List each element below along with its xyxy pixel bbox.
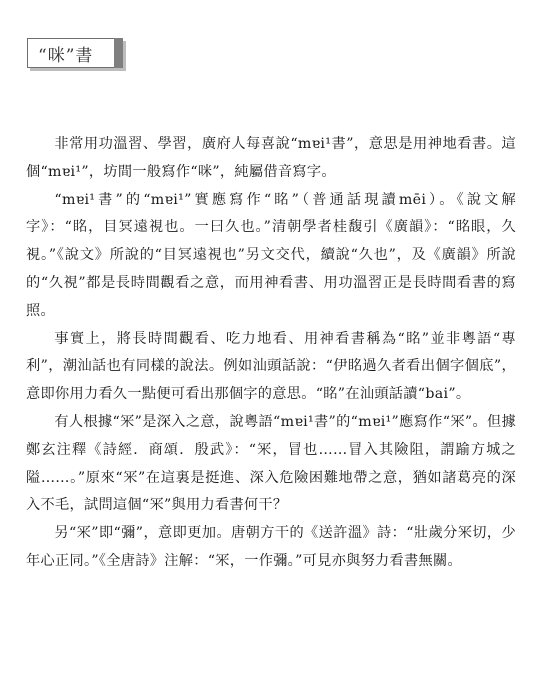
- paragraph-3: 事實上，將長時間觀看、吃力地看、用神看書稱為“眳”並非粵語“專利”，潮汕話也有同樣的說法。例如汕頭話說：“伊眳過久者看出個字個底”，意即你用力看久一點便可看出那個字的意思。“眳”在汕頭話讀“bai”。: [26, 330, 516, 403]
- article-body: [26, 131, 516, 576]
- paragraph-5: 另“冞”即“彌”，意即更加。唐朝方干的《送許溫》詩：“壯歲分冞切，少年心正同。”《全唐詩》注解：“冞，一作彌。”可見亦與努力看書無關。: [26, 525, 516, 569]
- paragraph-4: 有人根據“冞”是深入之意，說粵語“mɐi¹書”的“mɐi¹”應寫作“冞”。但據鄭玄注釋《詩經．商頌．殷武》：“冞，冒也……冒入其險阻，謂踰方城之隘……。”原來“冞”在這裏是挺進、深入危險困難地帶之意，猶如諸葛亮的深入不毛，試問這個“冞”與用力看書何干？: [26, 413, 516, 514]
- title-decoration-bar: [114, 38, 123, 68]
- section-title: “咪”書: [38, 45, 94, 66]
- paragraph-2: “mɐi¹書”的“mɐi¹”實應寫作“眳”（普通話現讀mēi）。《說文解字》：“眳，目冥遠視也。一曰久也。”清朝學者桂馥引《廣韻》：“眳眼，久視。”《說文》所說的“目冥遠視也”另文交代，續說“久也”，及《廣韻》所說的“久視”都是長時間觀看之意，而用神看書、用功溫習正是長時間看書的寫照。: [26, 191, 516, 319]
- paragraph-1: 非常用功溫習、學習，廣府人每喜說“mɐi¹書”，意思是用神地看書。這個“mɐi¹”，坊間一般寫作“咪”，純屬借音寫字。: [26, 136, 516, 180]
- section-title-box: [27, 38, 123, 68]
